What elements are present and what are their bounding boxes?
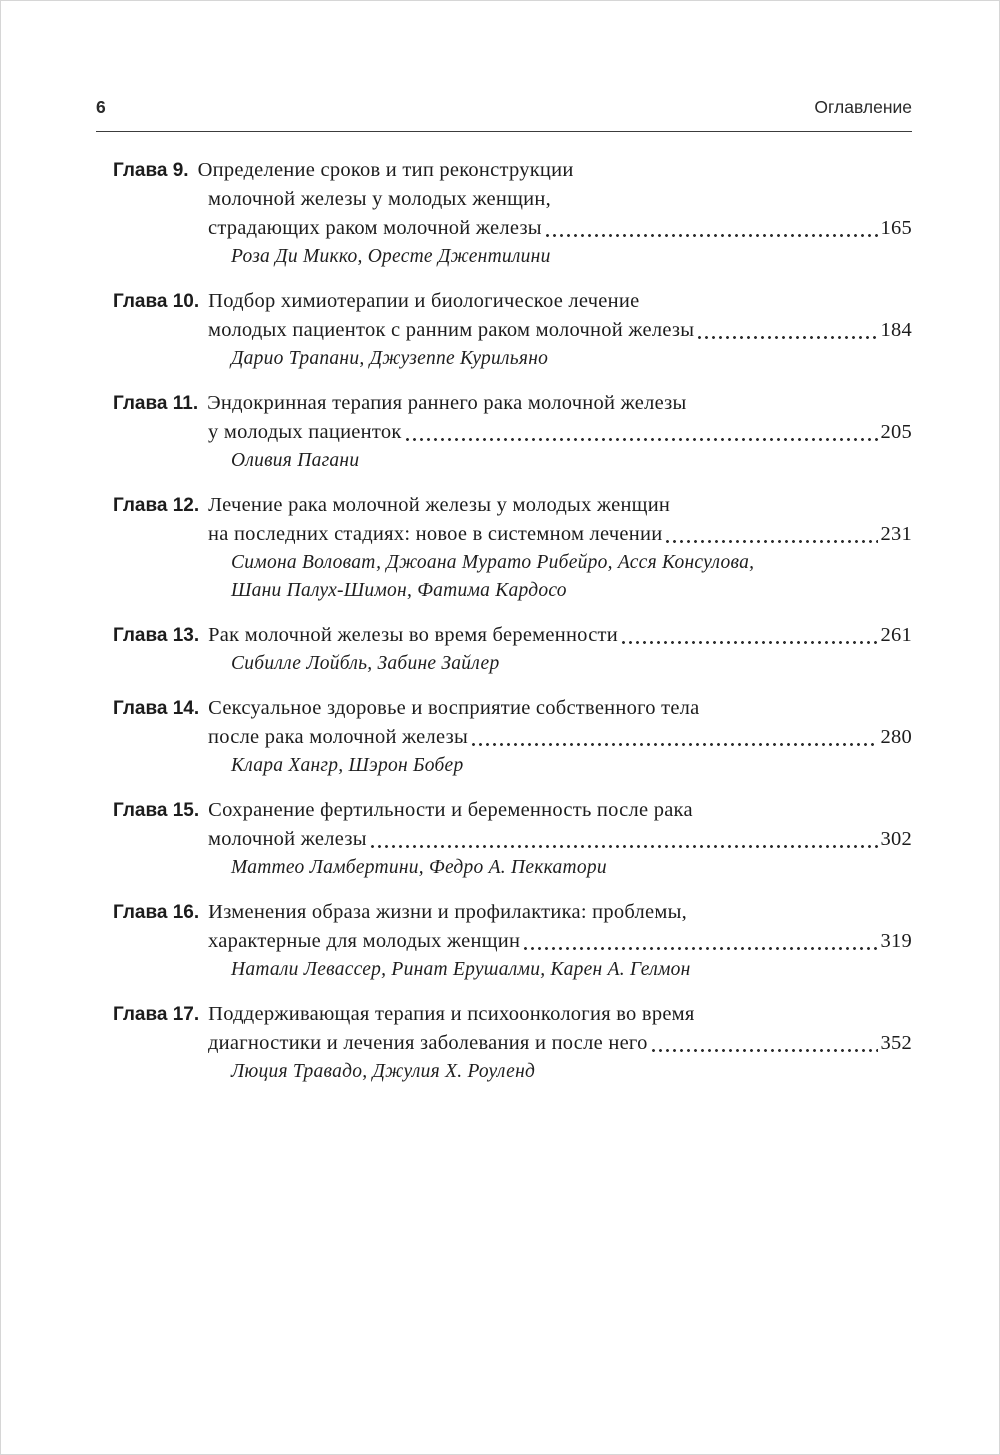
- dot-leader: [371, 845, 878, 848]
- chapter-authors: Оливия Пагани: [231, 450, 360, 471]
- page-number: 6: [96, 97, 106, 117]
- chapter-label: Глава 14.: [113, 698, 200, 719]
- chapter-authors: Шани Палух-Шимон, Фатима Кардосо: [231, 580, 567, 601]
- toc-entry-line: [113, 694, 912, 723]
- toc-entry-lines: [113, 389, 912, 447]
- toc-entry-lines: [113, 796, 912, 854]
- chapter-label: Глава 11.: [113, 393, 199, 414]
- dot-leader: [622, 641, 878, 644]
- toc-entry-line: [113, 1000, 912, 1029]
- chapter-page-number: 302: [880, 828, 912, 850]
- toc-list: [113, 156, 912, 1086]
- toc-entry-line: [113, 156, 912, 185]
- chapter-page-number: 261: [880, 624, 912, 646]
- toc-entry-line: [208, 214, 912, 243]
- chapter-title-text: у молодых пациенток: [208, 421, 402, 443]
- toc-entry-authors: [231, 650, 912, 678]
- toc-entry-lines: [113, 287, 912, 345]
- chapter-title-text: Рак молочной железы во время беременности: [208, 624, 618, 646]
- chapter-title-text: на последних стадиях: новое в системном лечении: [208, 523, 663, 545]
- toc-entry-lines: [113, 156, 912, 243]
- chapter-page-number: 231: [880, 523, 912, 545]
- chapter-label: Глава 12.: [113, 495, 200, 516]
- chapter-title-text: Сохранение фертильности и беременность после рака: [208, 799, 693, 821]
- chapter-page-number: 165: [880, 217, 912, 239]
- toc-entry: [113, 1000, 912, 1086]
- chapter-page-number: 205: [880, 421, 912, 443]
- toc-entry: [113, 621, 912, 678]
- toc-entry-line: [208, 825, 912, 854]
- toc-entry-line: [113, 621, 912, 650]
- chapter-title-text: страдающих раком молочной железы: [208, 217, 542, 239]
- toc-entry: [113, 156, 912, 271]
- toc-entry-line: [208, 1029, 912, 1058]
- chapter-authors: Дарио Трапани, Джузеппе Курильяно: [231, 348, 549, 369]
- chapter-label: Глава 15.: [113, 800, 200, 821]
- dot-leader: [698, 336, 877, 339]
- toc-entry-authors: [231, 345, 912, 373]
- dot-leader: [666, 540, 877, 543]
- chapter-title-text: Подбор химиотерапии и биологическое лечение: [208, 290, 640, 312]
- toc-entry-line: [113, 491, 912, 520]
- dot-leader: [472, 743, 878, 746]
- header-title: Оглавление: [814, 97, 912, 117]
- toc-entry: [113, 796, 912, 882]
- chapter-title-text: Изменения образа жизни и профилактика: проблемы,: [208, 901, 687, 923]
- chapter-authors: Клара Хангр, Шэрон Бобер: [231, 755, 464, 776]
- chapter-label: Глава 10.: [113, 291, 200, 312]
- dot-leader: [546, 234, 878, 237]
- toc-entry-line: [208, 927, 912, 956]
- toc-entry-authors: [231, 854, 912, 882]
- chapter-label: Глава 17.: [113, 1004, 200, 1025]
- chapter-page-number: 184: [880, 319, 912, 341]
- dot-leader: [524, 947, 877, 950]
- toc-entry-authors: [231, 243, 912, 271]
- chapter-authors: Сибилле Лойбль, Забине Зайлер: [231, 653, 500, 674]
- toc-entry-lines: [113, 898, 912, 956]
- toc-entry: [113, 694, 912, 780]
- chapter-title-text: Лечение рака молочной железы у молодых женщин: [208, 494, 671, 516]
- toc-entry-line: [113, 796, 912, 825]
- toc-entry-line: [208, 185, 912, 214]
- toc-entry-authors: [231, 1058, 912, 1086]
- page-header: [96, 97, 912, 132]
- chapter-label: Глава 13.: [113, 625, 200, 646]
- chapter-authors: Роза Ди Микко, Оресте Джентилини: [231, 246, 551, 267]
- toc-entry-line: [113, 898, 912, 927]
- chapter-title-text: диагностики и лечения заболевания и после него: [208, 1032, 648, 1054]
- toc-entry: [113, 898, 912, 984]
- chapter-authors: Люция Травадо, Джулия Х. Роуленд: [231, 1061, 536, 1082]
- chapter-title-text: Определение сроков и тип реконструкции: [197, 159, 574, 181]
- chapter-title-text: после рака молочной железы: [208, 726, 468, 748]
- toc-entry-lines: [113, 491, 912, 549]
- toc-entry-authors: [231, 447, 912, 475]
- toc-entry-lines: [113, 621, 912, 650]
- toc-entry-line: [208, 723, 912, 752]
- toc-entry-line: [113, 287, 912, 316]
- dot-leader: [652, 1049, 878, 1052]
- chapter-label: Глава 16.: [113, 902, 200, 923]
- chapter-authors: Натали Левассер, Ринат Ерушалми, Карен А. Гелмон: [231, 959, 691, 980]
- toc-entry: [113, 491, 912, 605]
- chapter-page-number: 352: [880, 1032, 912, 1054]
- toc-entry: [113, 389, 912, 475]
- chapter-page-number: 319: [880, 930, 912, 952]
- page-content: [96, 97, 912, 1102]
- chapter-title-text: Сексуальное здоровье и восприятие собственного тела: [208, 697, 700, 719]
- chapter-page-number: 280: [880, 726, 912, 748]
- toc-entry-lines: [113, 1000, 912, 1058]
- chapter-authors: Маттео Ламбертини, Федро А. Пеккатори: [231, 857, 607, 878]
- chapter-authors: Симона Воловат, Джоана Мурато Рибейро, Асся Консулова,: [231, 552, 755, 573]
- chapter-title-text: Эндокринная терапия раннего рака молочной железы: [207, 392, 687, 414]
- toc-entry-line: [208, 316, 912, 345]
- dot-leader: [406, 438, 878, 441]
- toc-entry-line: [208, 418, 912, 447]
- chapter-title-text: Поддерживающая терапия и психоонкология во время: [208, 1003, 695, 1025]
- toc-entry-authors: [231, 956, 912, 984]
- chapter-title-text: характерные для молодых женщин: [208, 930, 521, 952]
- chapter-title-text: молочной железы: [208, 828, 367, 850]
- toc-entry-line: [208, 520, 912, 549]
- toc-entry-line: [113, 389, 912, 418]
- toc-entry-authors: [231, 549, 912, 605]
- chapter-title-text: молодых пациенток с ранним раком молочной железы: [208, 319, 695, 341]
- chapter-title-text: молочной железы у молодых женщин,: [208, 188, 551, 210]
- toc-entry-authors: [231, 752, 912, 780]
- toc-entry-lines: [113, 694, 912, 752]
- toc-entry: [113, 287, 912, 373]
- chapter-label: Глава 9.: [113, 160, 189, 181]
